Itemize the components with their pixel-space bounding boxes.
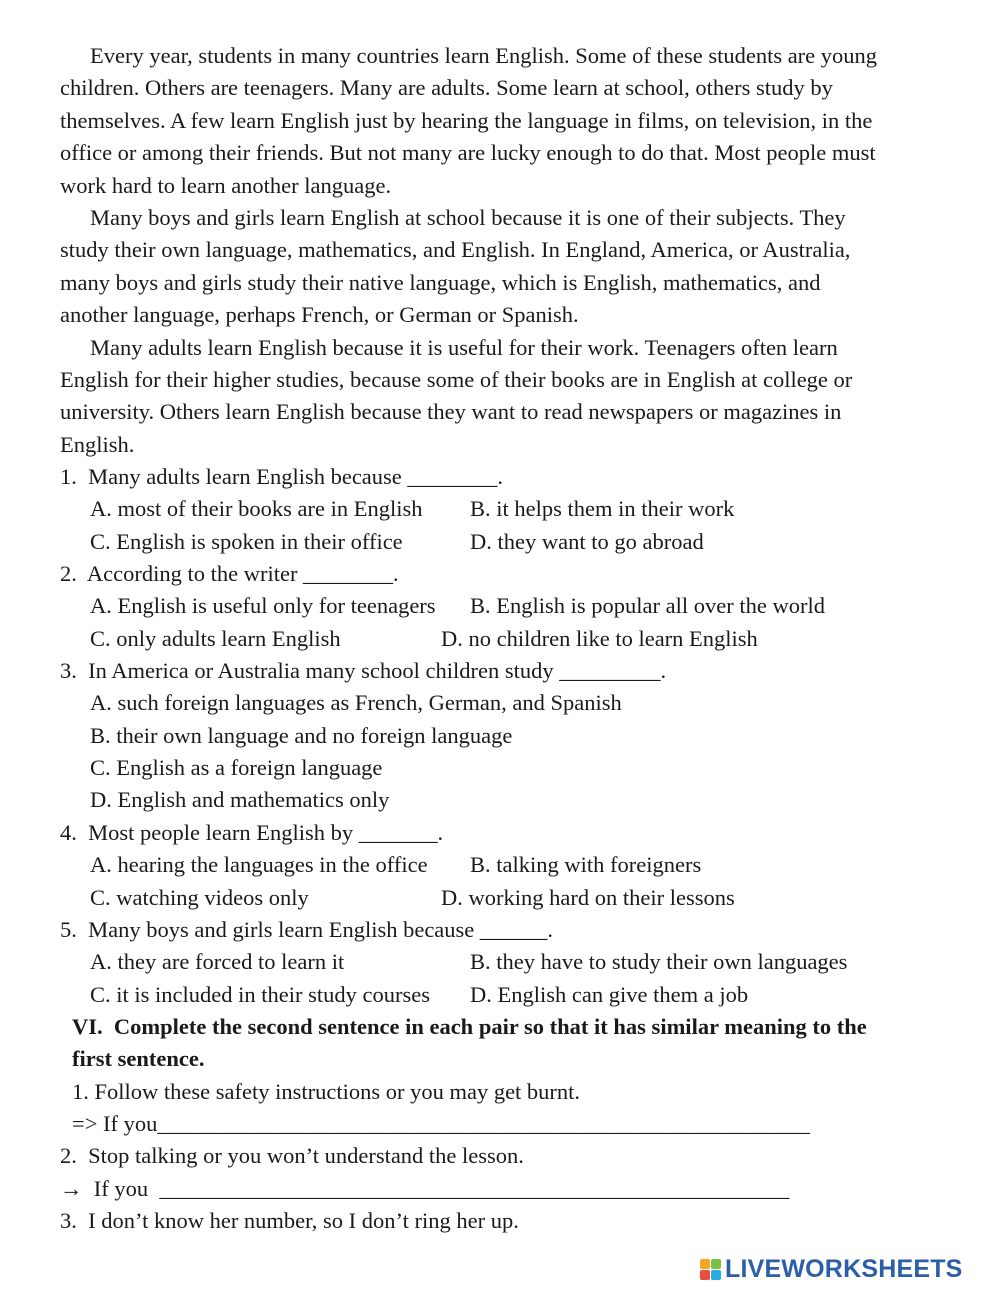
question-stem: 1. Many adults learn English because ________. bbox=[60, 464, 504, 489]
question-stem: 4. Most people learn English by _______. bbox=[60, 820, 444, 845]
passage-line: children. Others are teenagers. Many are adults. Some learn at school, others study by bbox=[60, 75, 833, 100]
option-b[interactable]: B. talking with foreigners bbox=[470, 852, 702, 877]
passage-line: English. bbox=[60, 432, 135, 457]
option-a[interactable]: A. hearing the languages in the office bbox=[90, 852, 428, 877]
option-c[interactable]: C. English as a foreign language bbox=[90, 755, 383, 780]
passage-line: many boys and girls study their native language, which is English, mathematics, and bbox=[60, 270, 821, 295]
rewrite-sentence: 3. I don’t know her number, so I don’t ring her up. bbox=[60, 1208, 519, 1233]
passage-line: office or among their friends. But not many are lucky enough to do that. Most people must bbox=[60, 140, 876, 165]
passage-line: work hard to learn another language. bbox=[60, 173, 392, 198]
option-b[interactable]: B. English is popular all over the world bbox=[470, 593, 825, 618]
option-a[interactable]: A. such foreign languages as French, German, and Spanish bbox=[90, 690, 622, 715]
passage-line: Every year, students in many countries learn English. Some of these students are young bbox=[90, 43, 878, 68]
passage-line: university. Others learn English because they want to read newspapers or magazines in bbox=[60, 399, 842, 424]
liveworksheets-logo-icon bbox=[700, 1259, 721, 1280]
rewrite-sentence: 2. Stop talking or you won’t understand the lesson. bbox=[60, 1143, 524, 1168]
question-stem: 3. In America or Australia many school children study _________. bbox=[60, 658, 667, 683]
logo-text: LIVEWORKSHEETS bbox=[725, 1255, 963, 1283]
passage-line: English for their higher studies, because some of their books are in English at college or bbox=[60, 367, 853, 392]
section-heading: VI. Complete the second sentence in each pair so that it has similar meaning to the bbox=[72, 1014, 867, 1039]
rewrite-answer-field[interactable]: => If you__________________________________________________________ bbox=[72, 1111, 810, 1136]
option-b[interactable]: B. it helps them in their work bbox=[470, 496, 735, 521]
option-d[interactable]: D. they want to go abroad bbox=[470, 529, 704, 554]
section-heading: first sentence. bbox=[72, 1046, 205, 1071]
liveworksheets-logo bbox=[700, 1255, 963, 1284]
option-d[interactable]: D. English can give them a job bbox=[470, 982, 749, 1007]
passage-line: Many boys and girls learn English at school because it is one of their subjects. They bbox=[90, 205, 846, 230]
option-b[interactable]: B. their own language and no foreign language bbox=[90, 723, 513, 748]
option-d[interactable]: D. no children like to learn English bbox=[441, 626, 758, 651]
rewrite-answer-field[interactable]: → If you ________________________________________________________ bbox=[60, 1176, 790, 1201]
passage-line: study their own language, mathematics, and English. In England, America, or Australia, bbox=[60, 237, 851, 262]
option-c[interactable]: C. only adults learn English bbox=[90, 626, 341, 651]
option-a[interactable]: A. most of their books are in English bbox=[90, 496, 423, 521]
passage-line: themselves. A few learn English just by hearing the language in films, on television, in the bbox=[60, 108, 873, 133]
passage-line: another language, perhaps French, or German or Spanish. bbox=[60, 302, 579, 327]
option-c[interactable]: C. it is included in their study courses bbox=[90, 982, 430, 1007]
option-d[interactable]: D. English and mathematics only bbox=[90, 787, 390, 812]
option-b[interactable]: B. they have to study their own languages bbox=[470, 949, 848, 974]
option-a[interactable]: A. they are forced to learn it bbox=[90, 949, 345, 974]
option-a[interactable]: A. English is useful only for teenagers bbox=[90, 593, 436, 618]
option-c[interactable]: C. watching videos only bbox=[90, 885, 309, 910]
question-stem: 2. According to the writer ________. bbox=[60, 561, 399, 586]
question-stem: 5. Many boys and girls learn English because ______. bbox=[60, 917, 554, 942]
passage-line: Many adults learn English because it is useful for their work. Teenagers often learn bbox=[90, 335, 838, 360]
rewrite-sentence: 1. Follow these safety instructions or you may get burnt. bbox=[72, 1079, 581, 1104]
option-d[interactable]: D. working hard on their lessons bbox=[441, 885, 735, 910]
option-c[interactable]: C. English is spoken in their office bbox=[90, 529, 403, 554]
